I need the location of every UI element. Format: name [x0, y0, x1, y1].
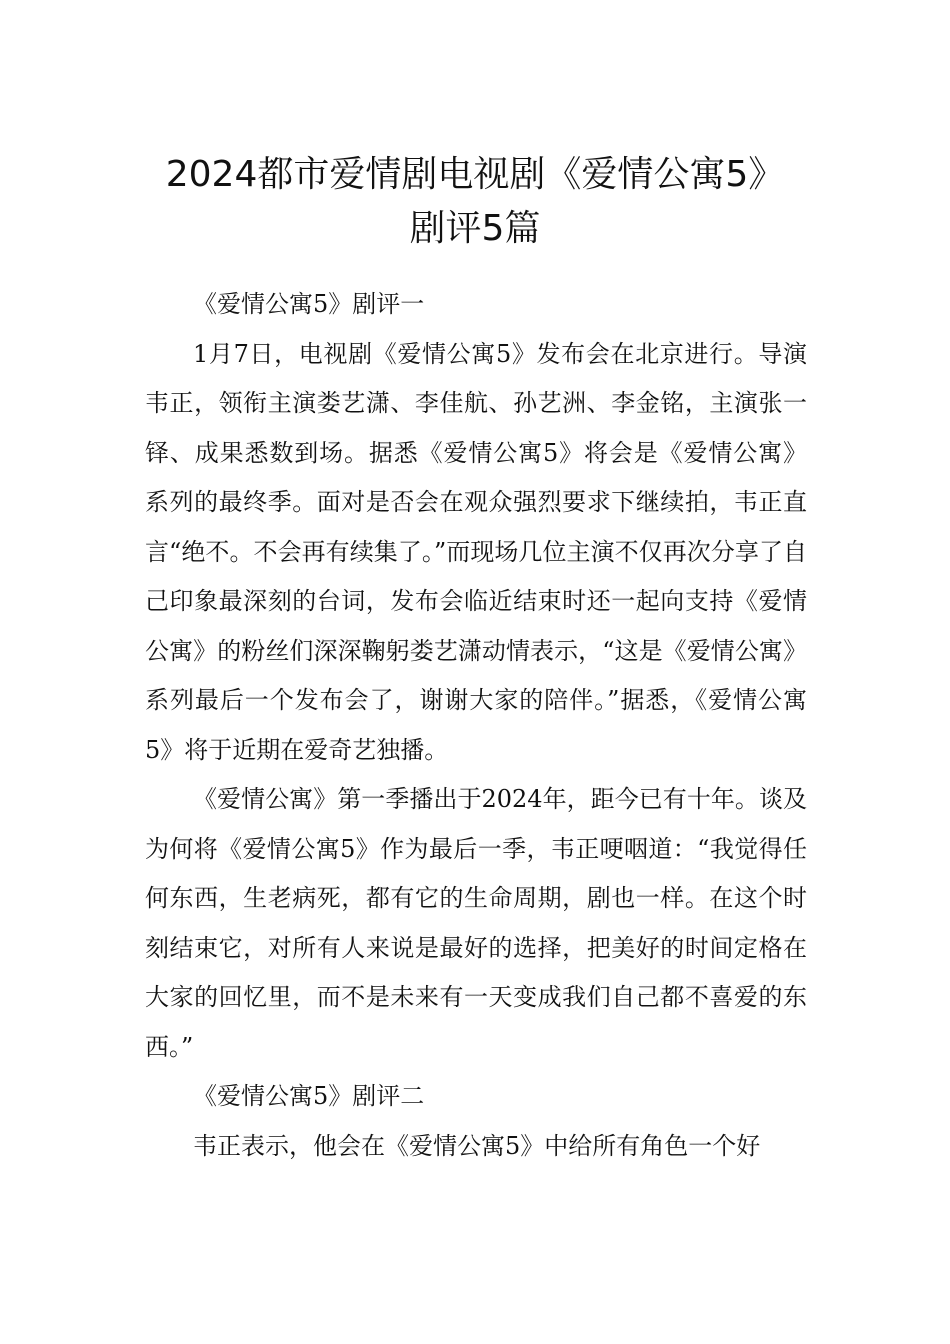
title-line-2: 剧评5篇	[409, 208, 541, 250]
document-title	[0, 148, 950, 256]
paragraph-2: 《爱情公寓》第一季播出于2024年，距今已有十年。谈及为何将《爱情公寓5》作为最后一季，韦正哽咽道：“我觉得任何东西，生老病死，都有它的生命周期，剧也一样。在这个时刻结束它，对所有人来说是最好的选择，把美好的时间定格在大家的回忆里，而不是未来有一天变成我们自己都不喜爱的东西。”	[145, 785, 807, 1061]
section-heading-1: 《爱情公寓5》剧评一	[193, 290, 425, 318]
title-line-1: 2024都市爱情剧电视剧《爱情公寓5》	[165, 154, 785, 196]
document-body	[145, 280, 807, 1171]
section-heading-2: 《爱情公寓5》剧评二	[193, 1082, 425, 1110]
paragraph-1: 1月7日，电视剧《爱情公寓5》发布会在北京进行。导演韦正，领衔主演娄艺潇、李佳航、孙艺洲、李金铭，主演张一铎、成果悉数到场。据悉《爱情公寓5》将会是《爱情公寓》系列的最终季。面对是否会在观众强烈要求下继续拍，韦正直言“绝不。不会再有续集了。”而现场几位主演不仅再次分享了自己印象最深刻的台词，发布会临近结束时还一起向支持《爱情公寓》的粉丝们深深鞠躬娄艺潇动情表示，“这是《爱情公寓》系列最后一个发布会了，谢谢大家的陪伴。”据悉，《爱情公寓5》将于近期在爱奇艺独播。	[145, 339, 807, 764]
paragraph-3: 韦正表示，他会在《爱情公寓5》中给所有角色一个好	[193, 1131, 761, 1160]
